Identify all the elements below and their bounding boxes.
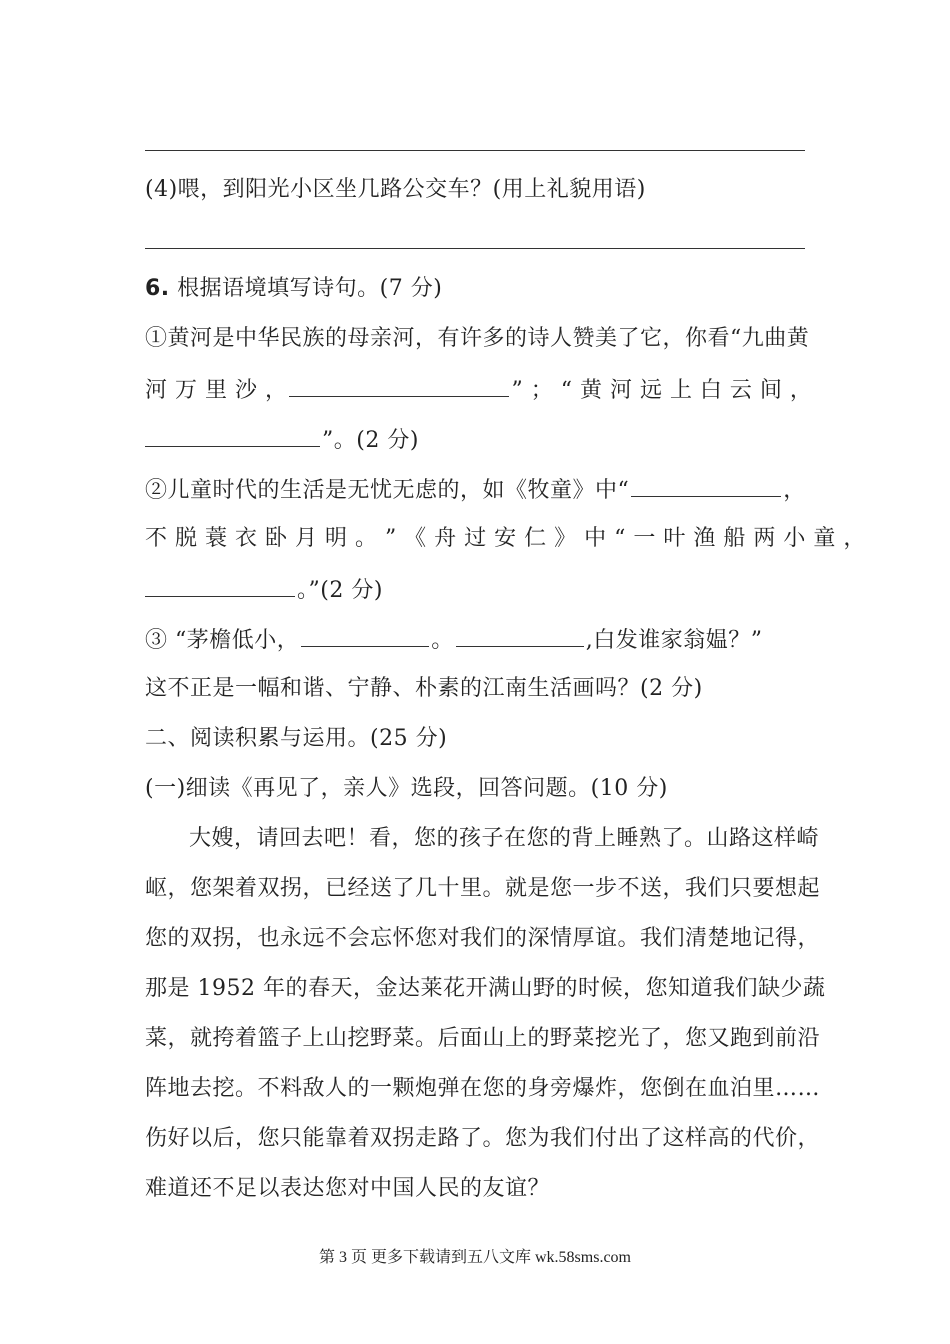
passage-line-7: 伤好以后，您只能靠着双拐走路了。您为我们付出了这样高的代价，	[145, 1126, 821, 1151]
passage-line-1: 大嫂，请回去吧！看，您的孩子在您的背上睡熟了。山路这样崎	[189, 826, 820, 851]
q6-item1-line1: ①黄河是中华民族的母亲河，有许多的诗人赞美了它，你看“九曲黄	[145, 326, 810, 351]
answer-line-q5-3[interactable]	[145, 150, 805, 151]
question-5-4: (4)喂，到阳光小区坐几路公交车？(用上礼貌用语)	[145, 177, 646, 202]
q6-item1-text-a: 河 万 里 沙 ，	[145, 378, 288, 403]
q6-item1-text-b: ” ； “ 黄 河 远 上 白 云 间 ，	[511, 378, 813, 403]
q6-item2-line2: 不 脱 蓑 衣 卧 月 明 。 ” 《 舟 过 安 仁 》 中 “ 一 叶 渔 船 两 小 童 ，	[145, 526, 866, 551]
passage-line-8: 难道还不足以表达您对中国人民的友谊？	[145, 1176, 551, 1201]
passage-line-5: 菜，就挎着篮子上山挖野菜。后面山上的野菜挖光了，您又跑到前沿	[145, 1026, 821, 1051]
q6-item1-line3	[145, 424, 810, 456]
blank-6[interactable]	[456, 624, 584, 647]
q6-item2-text-b: ，	[783, 478, 806, 503]
q6-item1-text-c: ”。(2 分)	[322, 428, 419, 453]
blank-3[interactable]	[631, 474, 781, 497]
q6-item1-line2	[145, 374, 813, 406]
blank-5[interactable]	[301, 624, 429, 647]
passage-line-4: 那是 1952 年的春天，金达莱花开满山野的时候，您知道我们缺少蔬	[145, 976, 826, 1001]
q6-item3-line1	[145, 624, 810, 656]
blank-2[interactable]	[145, 424, 320, 447]
blank-1[interactable]	[289, 374, 509, 397]
answer-line-q5-4[interactable]	[145, 248, 805, 249]
q6-item3-text-b: 。	[431, 628, 454, 653]
page-footer: 第 3 页 更多下载请到五八文库 wk.58sms.com	[318, 1249, 631, 1266]
passage-line-3: 您的双拐，也永远不会忘怀您对我们的深情厚谊。我们清楚地记得，	[145, 926, 821, 951]
blank-4[interactable]	[145, 574, 295, 597]
q6-item3-line2: 这不正是一幅和谐、宁静、朴素的江南生活画吗？(2 分)	[145, 676, 703, 701]
q6-item3-text-c: ,白发谁家翁媪？”	[585, 628, 763, 653]
q6-item2-text-c: 。”(2 分)	[297, 578, 383, 603]
question-6-heading	[145, 274, 810, 304]
question-6-title: 根据语境填写诗句。(7 分)	[177, 276, 443, 301]
question-6-number: 6.	[145, 276, 170, 301]
q6-item3-text-a: ③ “茅檐低小，	[145, 628, 300, 653]
reading-1-title: (一)细读《再见了，亲人》选段，回答问题。(10 分)	[145, 776, 668, 801]
section-2-title: 二、阅读积累与运用。(25 分)	[145, 726, 448, 751]
passage-line-2: 岖，您架着双拐，已经送了几十里。就是您一步不送，我们只要想起	[145, 876, 821, 901]
q6-item2-line3	[145, 574, 810, 606]
q6-item2-line1	[145, 474, 810, 506]
passage-line-6: 阵地去挖。不料敌人的一颗炮弹在您的身旁爆炸，您倒在血泊里……	[145, 1076, 821, 1101]
q6-item2-text-a: ②儿童时代的生活是无忧无虑的，如《牧童》中“	[145, 478, 630, 503]
